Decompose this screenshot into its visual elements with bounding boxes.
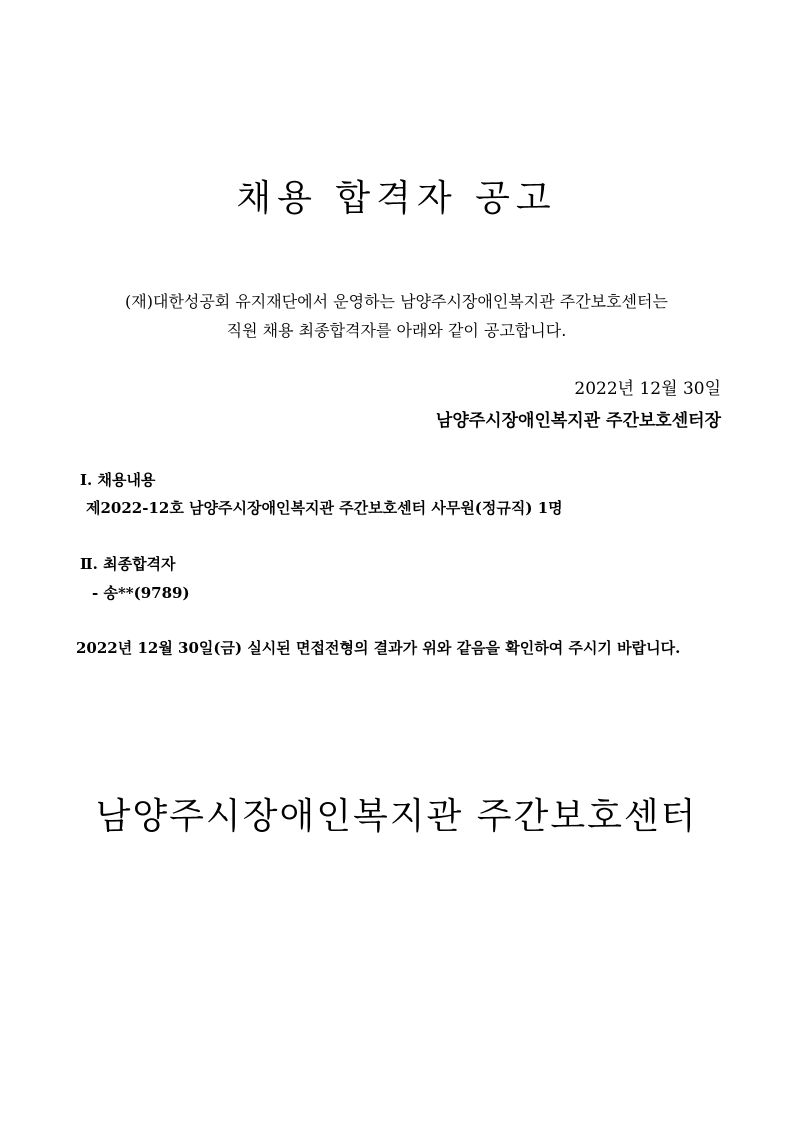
section-2-heading: Ⅱ. 최종합격자 — [80, 555, 176, 573]
announcement-date: 2022년 12월 30일 — [574, 379, 721, 399]
section-1-heading: Ⅰ. 채용내용 — [80, 471, 156, 489]
page-title: 채용 합격자 공고 — [236, 178, 557, 219]
section-1-content: 제2022-12호 남양주시장애인복지관 주간보호센터 사무원(정규직) 1명 — [86, 499, 563, 517]
footer-organization: 남양주시장애인복지관 주간보호센터 — [95, 796, 698, 837]
intro-line-2: 직원 채용 최종합격자를 아래와 같이 공고합니다. — [226, 321, 567, 340]
section-2-content: - 송**(9789) — [92, 584, 190, 602]
intro-line-1: (재)대한성공회 유지재단에서 운영하는 남양주시장애인복지관 주간보호센터는 — [125, 292, 668, 311]
issuer-name: 남양주시장애인복지관 주간보호센터장 — [435, 411, 721, 431]
closing-statement: 2022년 12월 30일(금) 실시된 면접전형의 결과가 위와 같음을 확인하여 주시기 바랍니다. — [76, 639, 681, 657]
